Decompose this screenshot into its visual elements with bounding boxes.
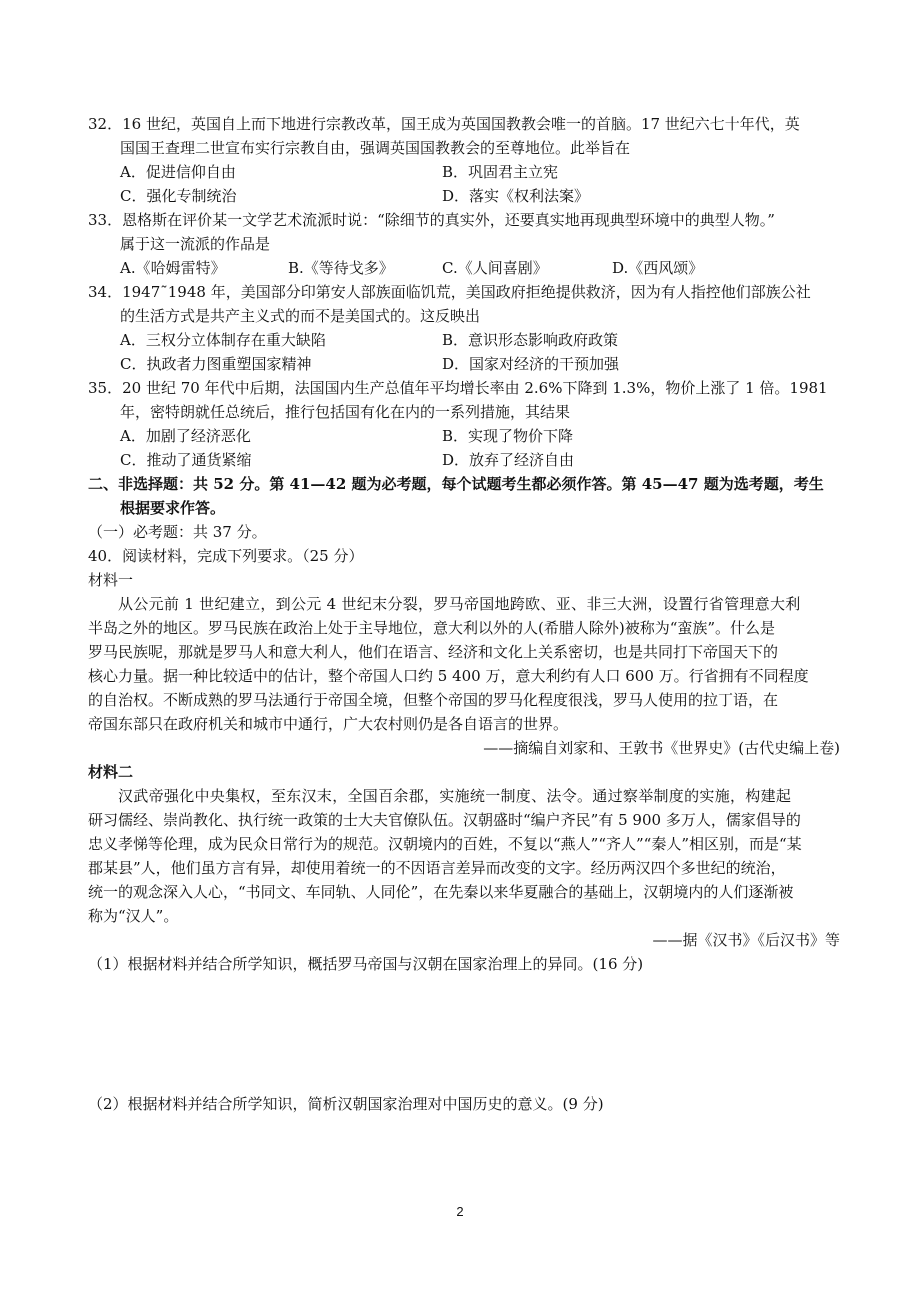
answer-space (88, 976, 840, 1092)
question-stem: 34．1947˜1948 年，美国部分印第安人部族面临饥荒，美国政府拒绝提供救济，因为有人指控他们部族公社 (88, 283, 811, 301)
question-stem: 年，密特朗就任总统后，推行包括国有化在内的一系列措施，其结果 (120, 403, 571, 421)
material-2-text (88, 784, 840, 928)
material-line: 从公元前 1 世纪建立，到公元 4 世纪末分裂，罗马帝国地跨欧、亚、非三大洲，设置行省管理意大利 (118, 595, 801, 613)
options-row (88, 352, 840, 376)
question-stem: 国国王查理二世宣布实行宗教自由，强调英国国教教会的至尊地位。此举旨在 (120, 139, 631, 157)
option-a: A.《哈姆雷特》 (120, 259, 226, 277)
section-heading (88, 472, 840, 544)
material-source: ——据《汉书》《后汉书》等 (652, 931, 840, 950)
question-35 (88, 376, 840, 472)
material-line: 的自治权。不断成熟的罗马法通行于帝国全境，但整个帝国的罗马化程度很浅，罗马人使用的拉丁语，在 (88, 691, 779, 710)
material-line: 罗马民族呢，那就是罗马人和意大利人，他们在语言、经济和文化上关系密切，也是共同打下帝国天下的 (88, 643, 779, 662)
options-row (88, 424, 840, 448)
section-heading-line: 根据要求作答。 (120, 499, 226, 517)
option-b: B．巩固君主立宪 (442, 163, 559, 181)
option-a: A．三权分立体制存在重大缺陷 (120, 331, 326, 349)
option-d: D．国家对经济的干预加强 (442, 355, 620, 373)
question-stem: 33．恩格斯在评价某一文学艺术流派时说：“除细节的真实外，还要真实地再现典型环境中的典型人物。” (88, 211, 775, 229)
question-33 (88, 208, 840, 280)
option-d: D．放弃了经济自由 (442, 451, 575, 469)
material-label: 材料二 (88, 763, 134, 782)
option-c: C.《人间喜剧》 (442, 259, 548, 277)
material-1-text (88, 592, 840, 736)
material-line: 忠义孝悌等伦理，成为民众日常行为的规范。汉朝境内的百姓，不复以“燕人”“齐人”“秦人”相区别，而是“某 (88, 835, 802, 854)
material-line: 郡某县”人，他们虽方言有异，却使用着统一的不因语言差异而改变的文字。经历两汉四个多世纪的统治， (88, 859, 786, 878)
required-section-label: （一）必考题：共 37 分。 (88, 523, 267, 541)
material-line: 称为“汉人”。 (88, 907, 179, 926)
option-c: C．推动了通货紧缩 (120, 451, 252, 469)
exam-page (88, 112, 840, 1116)
options-row (88, 256, 840, 280)
sub-question-2: （2）根据材料并结合所学知识，简析汉朝国家治理对中国历史的意义。(9 分) (88, 1095, 604, 1114)
material-line: 统一的观念深入人心，“书同文、车同轨、人同伦”，在先秦以来华夏融合的基础上，汉朝境内的人们逐渐被 (88, 883, 794, 902)
options-row (88, 328, 840, 352)
question-stem: 35．20 世纪 70 年代中后期，法国国内生产总值年平均增长率由 2.6%下降到 1.3%，物价上涨了 1 倍。1981 (88, 379, 828, 397)
question-34 (88, 280, 840, 376)
section-heading-line: 二、非选择题：共 52 分。第 41—42 题为必考题，每个试题考生都必须作答。第 45—47 题为选考题，考生 (88, 475, 824, 493)
option-a: A．加剧了经济恶化 (120, 427, 251, 445)
sub-question-1: （1）根据材料并结合所学知识，概括罗马帝国与汉朝在国家治理上的异同。(16 分) (88, 955, 644, 974)
material-line: 研习儒经、崇尚教化、执行统一政策的士大夫官僚队伍。汉朝盛时“编户齐民”有 5 900 多万人，儒家倡导的 (88, 811, 801, 830)
options-row (88, 160, 840, 184)
question-title: 40．阅读材料，完成下列要求。（25 分） (88, 547, 364, 565)
option-d: D.《西风颂》 (612, 259, 704, 277)
page-number: 2 (456, 1204, 464, 1219)
material-line: 半岛之外的地区。罗马民族在政治上处于主导地位，意大利以外的人(希腊人除外)被称为“蛮族”。什么是 (88, 619, 776, 638)
material-line: 核心力量。据一种比较适中的估计，整个帝国人口约 5 400 万，意大利约有人口 600 万。行省拥有不同程度 (88, 667, 809, 686)
option-b: B．实现了物价下降 (442, 427, 574, 445)
option-d: D．落实《权利法案》 (442, 187, 590, 205)
option-c: C．执政者力图重塑国家精神 (120, 355, 312, 373)
material-source: ——摘编自刘家和、王敦书《世界史》(古代史编上卷) (483, 739, 840, 758)
question-stem: 属于这一流派的作品是 (120, 235, 271, 253)
question-stem: 32．16 世纪，英国自上而下地进行宗教改革，国王成为英国国教教会唯一的首脑。17 世纪六七十年代，英 (88, 115, 800, 133)
options-row (88, 184, 840, 208)
question-40 (88, 544, 840, 1116)
option-a: A．促进信仰自由 (120, 163, 236, 181)
options-row (88, 448, 840, 472)
question-stem: 的生活方式是共产主义式的而不是美国式的。这反映出 (120, 307, 481, 325)
material-line: 汉武帝强化中央集权，至东汉末，全国百余郡，实施统一制度、法令。通过察举制度的实施，构建起 (118, 787, 792, 806)
option-b: B.《等待戈多》 (288, 259, 394, 277)
option-c: C．强化专制统治 (120, 187, 237, 205)
material-label: 材料一 (88, 571, 134, 589)
option-b: B．意识形态影响政府政策 (442, 331, 619, 349)
question-32 (88, 112, 840, 208)
material-line: 帝国东部只在政府机关和城市中通行，广大农村则仍是各自语言的世界。 (88, 715, 569, 734)
